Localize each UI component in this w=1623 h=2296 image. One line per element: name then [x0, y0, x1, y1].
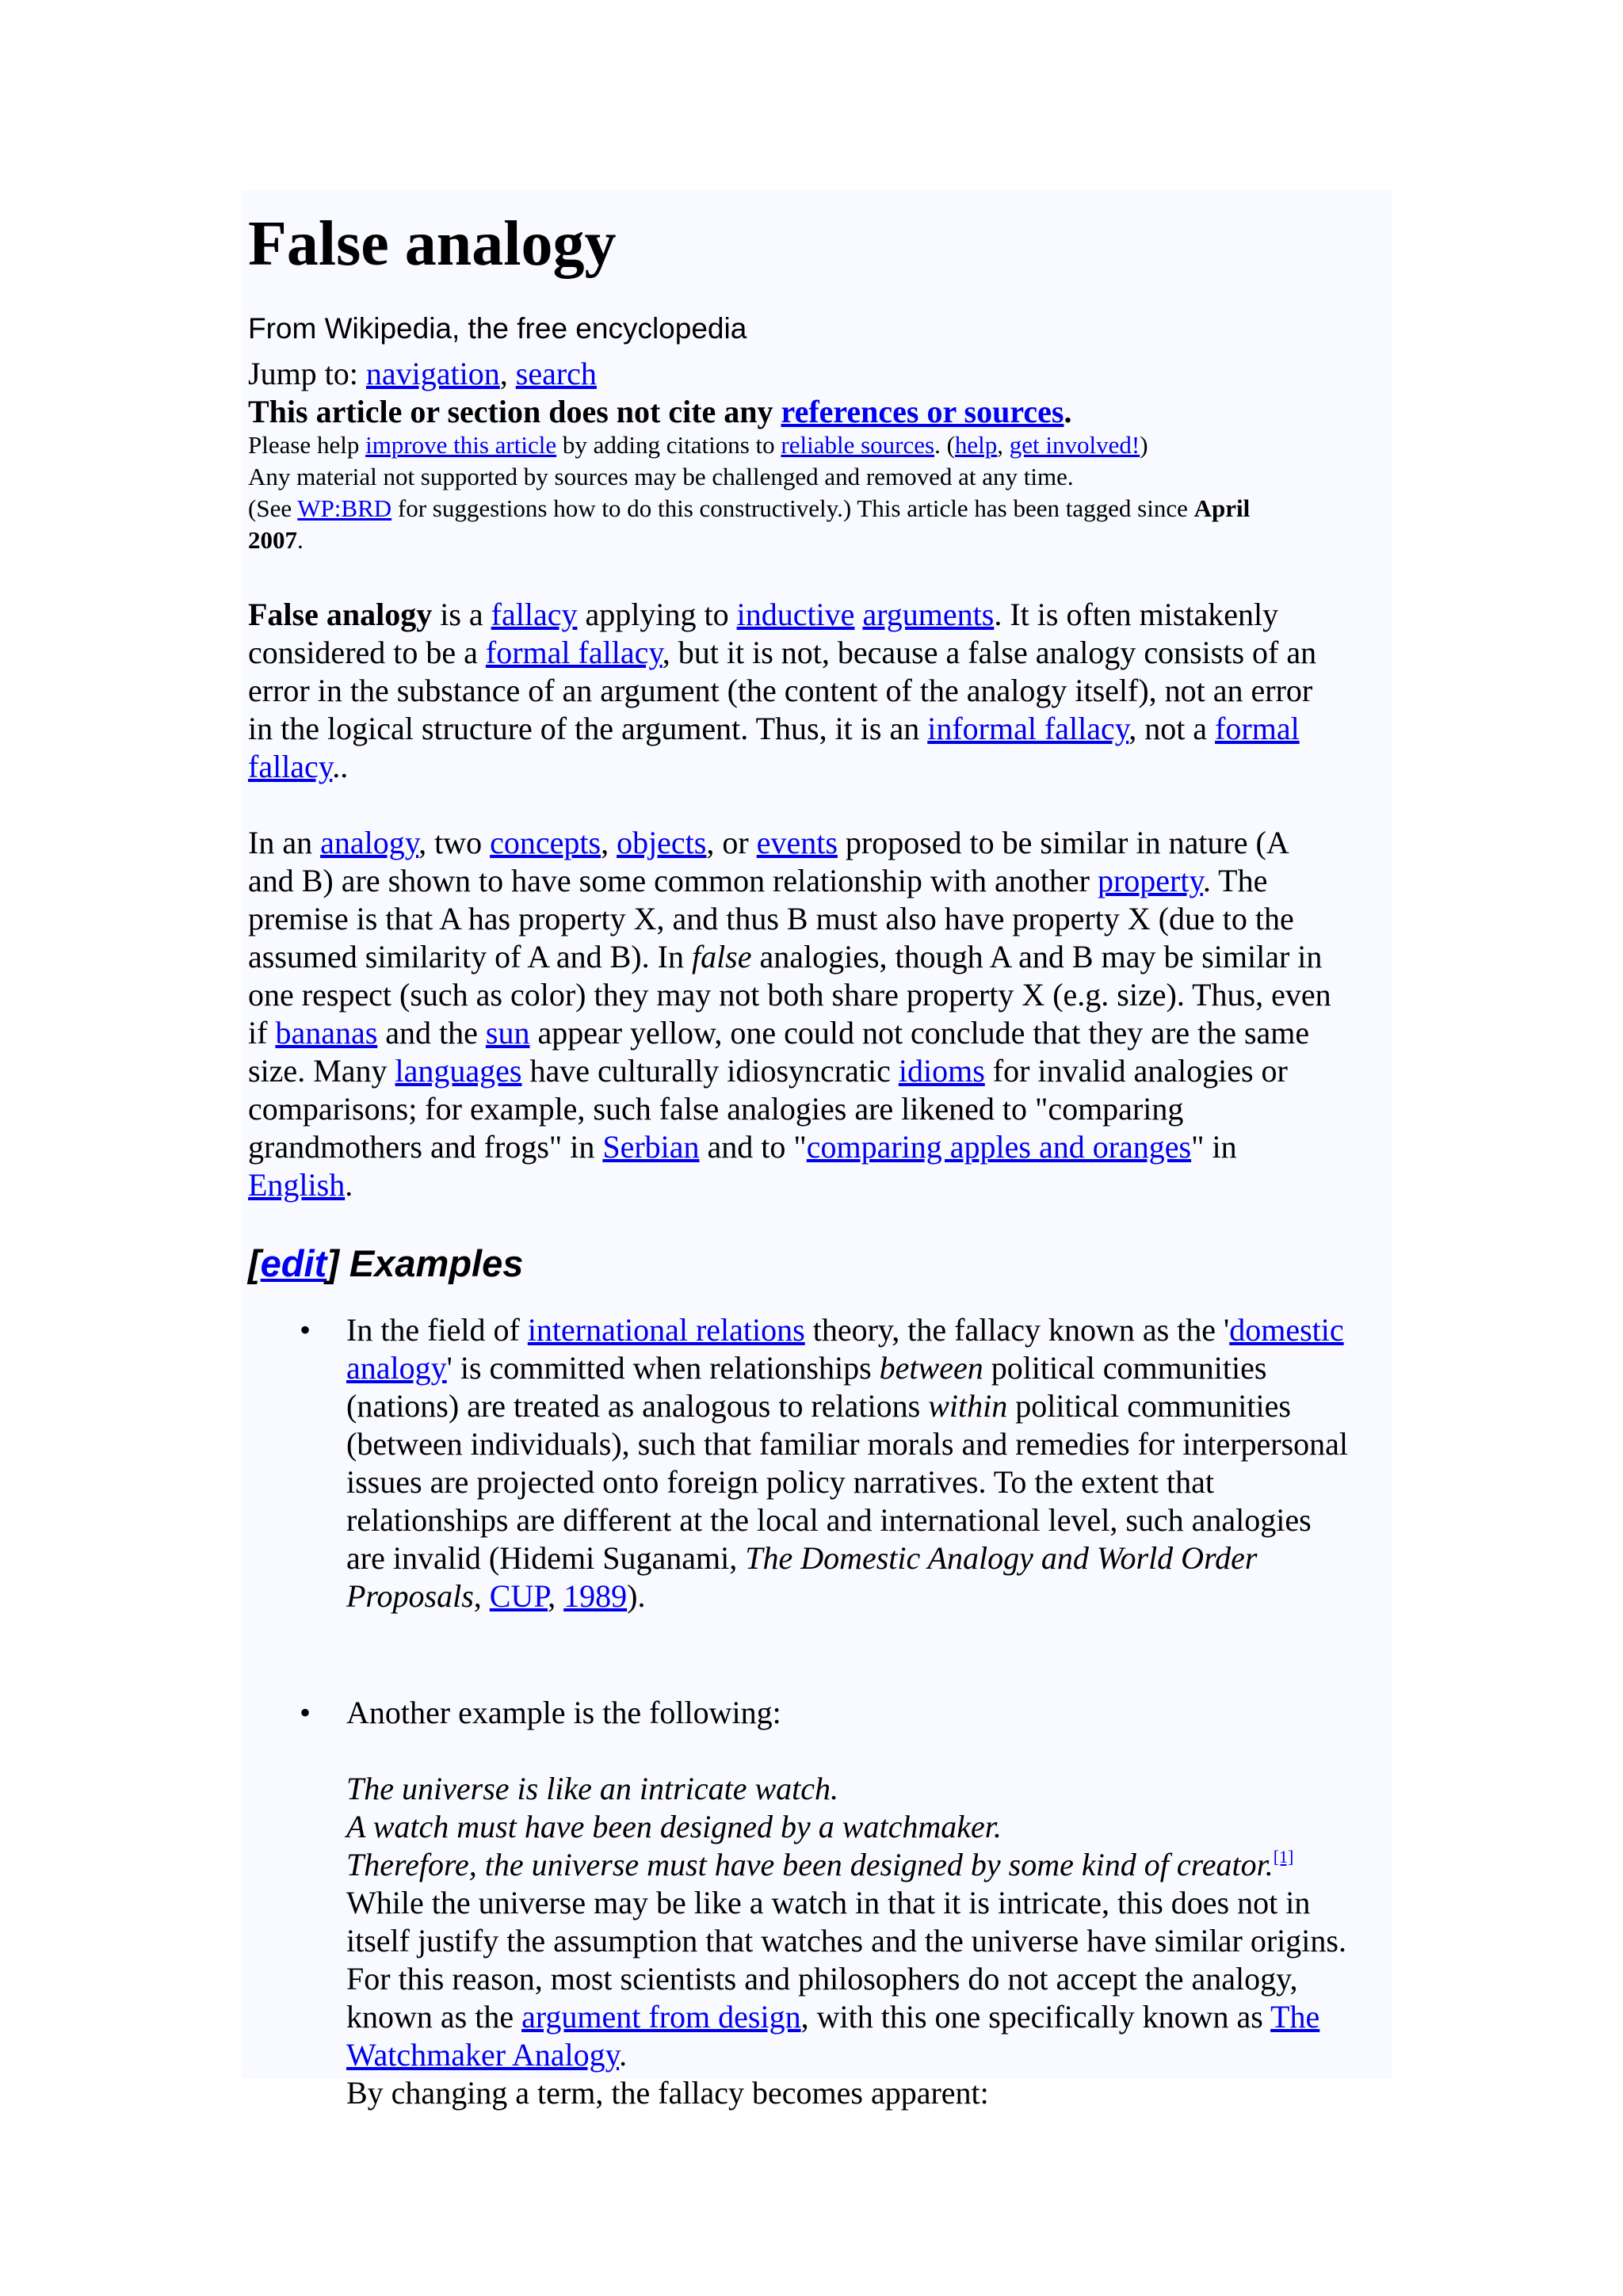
emphasis: between: [879, 1350, 983, 1386]
text: and B) are shown to have some common relationship with another: [248, 863, 1098, 898]
notice-title-period: .: [1064, 394, 1072, 429]
text: , but it is not, because a false analogy consists of an: [662, 635, 1317, 670]
notice-text: .: [297, 526, 304, 554]
international-relations-link[interactable]: international relations: [527, 1312, 805, 1348]
text-line: While the universe may be like a watch in that it is intricate, this does not in: [346, 1885, 1311, 1920]
text-line: [346, 1539, 1408, 1577]
text: ,: [601, 825, 617, 860]
text: . It is often mistakenly: [994, 597, 1279, 632]
formal-fallacy-link[interactable]: formal fallacy: [485, 635, 663, 670]
text: if: [248, 1015, 276, 1051]
text: known as the: [346, 1999, 522, 2035]
text: , two: [418, 825, 491, 860]
term-bold: False analogy: [248, 597, 433, 632]
text-line: [248, 1052, 1397, 1090]
text: ).: [627, 1578, 646, 1614]
get-involved-link[interactable]: get involved!: [1009, 431, 1140, 459]
watchmaker-analogy-link[interactable]: The: [1270, 1999, 1320, 2035]
reliable-sources-link[interactable]: reliable sources: [781, 431, 935, 459]
text: for invalid analogies or: [984, 1053, 1288, 1089]
unreferenced-notice-body: [248, 429, 1397, 556]
notice-text: by adding citations to: [556, 431, 781, 459]
analogy-link[interactable]: analogy: [320, 825, 419, 860]
text-line: [248, 710, 1397, 748]
formal-fallacy-link-2-cont[interactable]: fallacy: [248, 749, 333, 784]
notice-text: Please help: [248, 431, 366, 459]
text-line: [248, 1014, 1397, 1052]
article-content: [242, 190, 1392, 2111]
text: size. Many: [248, 1053, 395, 1089]
text: are invalid (Hidemi Suganami,: [346, 1540, 746, 1576]
section-heading-examples: [248, 1240, 523, 1287]
text-line: comparisons; for example, such false analogies are likened to "comparing: [248, 1091, 1184, 1127]
text: ,: [473, 1578, 490, 1614]
text: assumed similarity of A and B). In: [248, 939, 692, 974]
text: In the field of: [346, 1312, 528, 1348]
notice-line: [248, 429, 1397, 461]
notice-line: [248, 493, 1397, 524]
tag-month: April: [1193, 494, 1251, 522]
emphasis: false: [691, 939, 752, 974]
domestic-analogy-link[interactable]: domestic: [1229, 1312, 1344, 1348]
fallacy-link[interactable]: fallacy: [491, 597, 578, 632]
text-line: [346, 2036, 1408, 2074]
book-title-cont: Proposals: [346, 1578, 474, 1614]
text: appear yellow, one could not conclude that they are the same: [529, 1015, 1310, 1051]
text: in the logical structure of the argument. Thus, it is an: [248, 711, 928, 746]
text-line: (between individuals), such that familiar morals and remedies for interpersonal: [346, 1426, 1349, 1462]
text: [854, 597, 862, 632]
text-line: [248, 862, 1397, 900]
text: , or: [706, 825, 757, 860]
text-line: issues are projected onto foreign policy narratives. To the extent that: [346, 1464, 1214, 1500]
text: .: [345, 1167, 353, 1203]
cup-link[interactable]: CUP: [489, 1578, 548, 1614]
wp-brd-link[interactable]: WP:BRD: [297, 494, 392, 522]
book-title: The Domestic Analogy and World Order: [745, 1540, 1258, 1576]
text-line: one respect (such as color) they may not both share property X (e.g. size). Thus, even: [248, 977, 1331, 1013]
year-1989-link[interactable]: 1989: [563, 1578, 628, 1614]
text: political communities: [983, 1350, 1267, 1386]
text: ,: [548, 1578, 564, 1614]
citation-1-link[interactable]: [1]: [1273, 1847, 1294, 1867]
search-link[interactable]: search: [515, 356, 597, 391]
list-item: [346, 1694, 1408, 2112]
jump-separator: ,: [499, 356, 516, 391]
references-sources-link[interactable]: references or sources: [781, 394, 1064, 429]
quote-line: [346, 1808, 1408, 1846]
notice-text: ): [1140, 431, 1148, 459]
text: " in: [1191, 1129, 1237, 1165]
quote-text: A watch must have been designed by a watchmaker.: [346, 1809, 1002, 1844]
text: . The: [1202, 863, 1268, 898]
objects-link[interactable]: objects: [617, 825, 707, 860]
domestic-analogy-link-cont[interactable]: analogy: [346, 1350, 447, 1386]
quote-text: Therefore, the universe must have been designed by some kind of creator.: [346, 1847, 1274, 1882]
text-line: For this reason, most scientists and philosophers do not accept the analogy,: [346, 1961, 1298, 1997]
text-line: [248, 634, 1397, 672]
text-line: [346, 1349, 1408, 1387]
text: ' is committed when relationships: [446, 1350, 880, 1386]
watchmaker-analogy-link-cont[interactable]: Watchmaker Analogy: [346, 2037, 620, 2073]
informal-fallacy-link[interactable]: informal fallacy: [927, 711, 1129, 746]
bullet-marker: •: [299, 1695, 311, 1730]
section-title: ] Examples: [327, 1242, 524, 1284]
text: ..: [332, 749, 349, 784]
text-line: error in the substance of an argument (the content of the analogy itself), not an error: [248, 673, 1313, 708]
text-line: relationships are different at the local and international level, such analogies: [346, 1502, 1312, 1538]
notice-text: ,: [997, 431, 1010, 459]
improve-article-link[interactable]: improve this article: [365, 431, 557, 459]
events-link[interactable]: events: [756, 825, 838, 860]
text: In an: [248, 825, 321, 860]
text: political communities: [1007, 1388, 1291, 1424]
property-link[interactable]: property: [1097, 863, 1203, 898]
jump-prefix: Jump to:: [248, 356, 366, 391]
quote-line: [346, 1846, 1408, 1884]
sun-link[interactable]: sun: [485, 1015, 530, 1051]
notice-text: . (: [934, 431, 955, 459]
notice-title-text: This article or section does not cite any: [248, 394, 781, 429]
emphasis: within: [928, 1388, 1008, 1424]
formal-fallacy-link-2[interactable]: formal: [1215, 711, 1300, 746]
text: (nations) are treated as analogous to relations: [346, 1388, 929, 1424]
text: , not a: [1128, 711, 1216, 746]
bananas-link[interactable]: bananas: [275, 1015, 378, 1051]
text: applying to: [577, 597, 737, 632]
arguments-link[interactable]: arguments: [862, 597, 995, 632]
text: considered to be a: [248, 635, 486, 670]
navigation-link[interactable]: navigation: [365, 356, 500, 391]
page-title: False analogy: [248, 209, 617, 279]
text: and the: [377, 1015, 486, 1051]
text-line: [248, 824, 1397, 862]
edit-section-link[interactable]: edit: [260, 1242, 327, 1284]
languages-link[interactable]: languages: [395, 1053, 522, 1089]
text-line: [248, 1166, 1397, 1204]
text-line: [248, 748, 1397, 786]
text: , with this one specifically known as: [800, 1999, 1271, 2035]
text-line: [346, 1577, 1408, 1615]
text-line: [346, 1311, 1408, 1349]
text: analogies, though A and B may be similar in: [751, 939, 1323, 974]
concepts-link[interactable]: concepts: [490, 825, 601, 860]
serbian-link[interactable]: Serbian: [602, 1129, 700, 1165]
bullet-marker: •: [299, 1312, 311, 1348]
bracket-open: [: [248, 1242, 261, 1284]
text-line: By changing a term, the fallacy becomes apparent:: [346, 2075, 989, 2111]
unreferenced-notice-title: [248, 393, 1071, 431]
notice-text: (See: [248, 494, 298, 522]
text-line: itself justify the assumption that watches and the universe have similar origins.: [346, 1923, 1346, 1958]
jump-to-bar: [248, 355, 597, 393]
text-line: [248, 596, 1397, 634]
analogy-paragraph: [248, 824, 1397, 1204]
site-subtitle: From Wikipedia, the free encyclopedia: [248, 312, 747, 345]
text: have culturally idiosyncratic: [521, 1053, 899, 1089]
intro-paragraph: [248, 596, 1397, 786]
inductive-link[interactable]: inductive: [736, 597, 855, 632]
text: proposed to be similar in nature (A: [837, 825, 1289, 860]
text-line: Another example is the following:: [346, 1695, 781, 1730]
text-line: [248, 938, 1397, 976]
argument-from-design-link[interactable]: argument from design: [521, 1999, 801, 2035]
idioms-link[interactable]: idioms: [898, 1053, 985, 1089]
spacer: [346, 1732, 1408, 1770]
help-link[interactable]: help: [954, 431, 998, 459]
notice-text: for suggestions how to do this constructively.) This article has been tagged since: [391, 494, 1194, 522]
notice-line: [248, 524, 1397, 556]
text: .: [619, 2037, 628, 2073]
text-line: [248, 1128, 1397, 1166]
text-line: [346, 1387, 1408, 1425]
quote-text: The universe is like an intricate watch.: [346, 1771, 838, 1806]
text: is a: [432, 597, 491, 632]
text: theory, the fallacy known as the ': [804, 1312, 1230, 1348]
text-line: [346, 1998, 1408, 2036]
list-item: [346, 1311, 1408, 1615]
text: grandmothers and frogs" in: [248, 1129, 603, 1165]
quote-line: [346, 1770, 1408, 1808]
english-link[interactable]: English: [248, 1167, 346, 1203]
text: and to ": [699, 1129, 807, 1165]
tag-year: 2007: [248, 526, 297, 554]
text-line: premise is that A has property X, and thus B must also have property X (due to the: [248, 901, 1294, 936]
apples-oranges-link[interactable]: comparing apples and oranges: [806, 1129, 1192, 1165]
notice-line: Any material not supported by sources may be challenged and removed at any time.: [248, 463, 1074, 490]
